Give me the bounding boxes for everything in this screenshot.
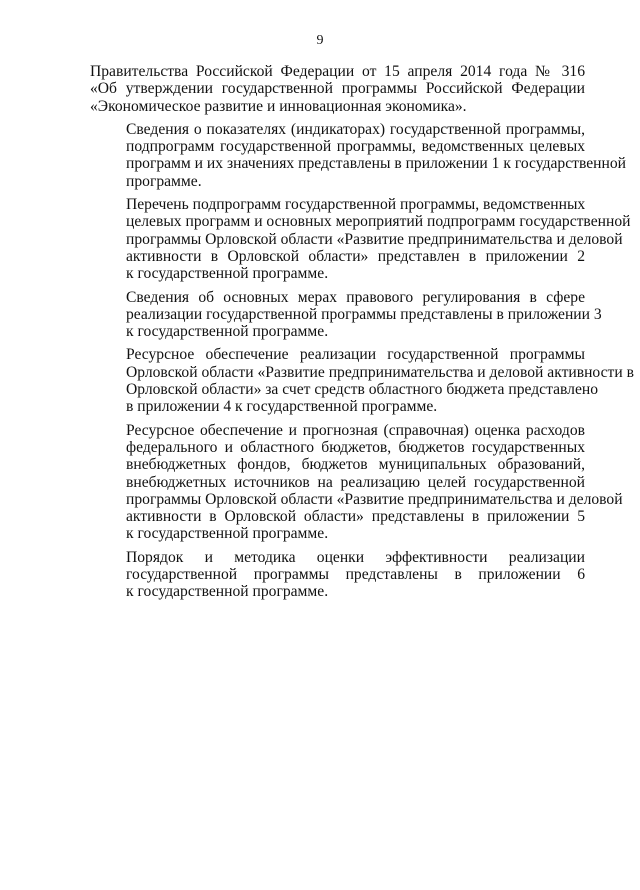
text-line: целевых программ и основных мероприятий подпрограмм государственной — [126, 213, 631, 231]
page-number: 9 — [316, 33, 324, 48]
paragraph-5 — [90, 346, 634, 416]
document-body — [90, 63, 634, 601]
paragraph-4 — [90, 288, 602, 341]
paragraph-3 — [90, 196, 631, 283]
text-line: государственной программы представлены в приложении 6 — [126, 566, 585, 584]
text-line: программы Орловской области «Развитие предпринимательства и деловой — [126, 230, 623, 248]
text-line: Перечень подпрограмм государственной программы, ведомственных — [126, 196, 586, 214]
text-line: реализации государственной программы представлены в приложении 3 — [126, 305, 602, 323]
text-line: внебюджетных фондов, бюджетов муниципальных образований, — [126, 456, 585, 474]
text-line: в приложении 4 к государственной программе. — [126, 398, 438, 416]
text-line: Орловской области» за счет средств областного бюджета представлено — [126, 381, 599, 399]
text-line: Ресурсное обеспечение и прогнозная (справочная) оценка расходов — [126, 421, 585, 439]
text-line: программе. — [126, 172, 202, 190]
text-line: к государственной программе. — [126, 525, 329, 543]
text-line: внебюджетных источников на реализацию целей государственной — [126, 473, 585, 491]
text-line: активности в Орловской области» представлены в приложении 5 — [126, 508, 585, 526]
text-line: подпрограмм государственной программы, ведомственных целевых — [126, 138, 585, 156]
text-line: «Экономическое развитие и инновационная экономика». — [90, 97, 467, 115]
text-line: программ и их значениях представлены в приложении 1 к государственной — [126, 155, 626, 173]
text-line: Сведения об основных мерах правового регулирования в сфере — [126, 288, 585, 306]
text-line: федерального и областного бюджетов, бюджетов государственных — [126, 438, 585, 456]
text-line: Сведения о показателях (индикаторах) государственной программы, — [126, 120, 585, 138]
paragraph-2 — [90, 120, 626, 190]
text-line: активности в Орловской области» представлен в приложении 2 — [126, 247, 585, 265]
paragraph-1 — [90, 63, 585, 115]
paragraph-6 — [90, 421, 623, 543]
text-line: к государственной программе. — [126, 583, 329, 601]
text-line: программы Орловской области «Развитие предпринимательства и деловой — [126, 490, 623, 508]
text-line: Ресурсное обеспечение реализации государственной программы — [126, 346, 585, 364]
paragraph-7 — [90, 549, 585, 601]
text-line: Правительства Российской Федерации от 15 апреля 2014 года № 316 — [90, 63, 585, 80]
text-line: Порядок и методика оценки эффективности реализации — [126, 548, 585, 566]
text-line: к государственной программе. — [126, 323, 329, 341]
text-line: Орловской области «Развитие предпринимательства и деловой активности в — [126, 363, 634, 381]
text-line: «Об утверждении государственной программы Российской Федерации — [90, 80, 585, 98]
text-line: к государственной программе. — [126, 265, 329, 283]
